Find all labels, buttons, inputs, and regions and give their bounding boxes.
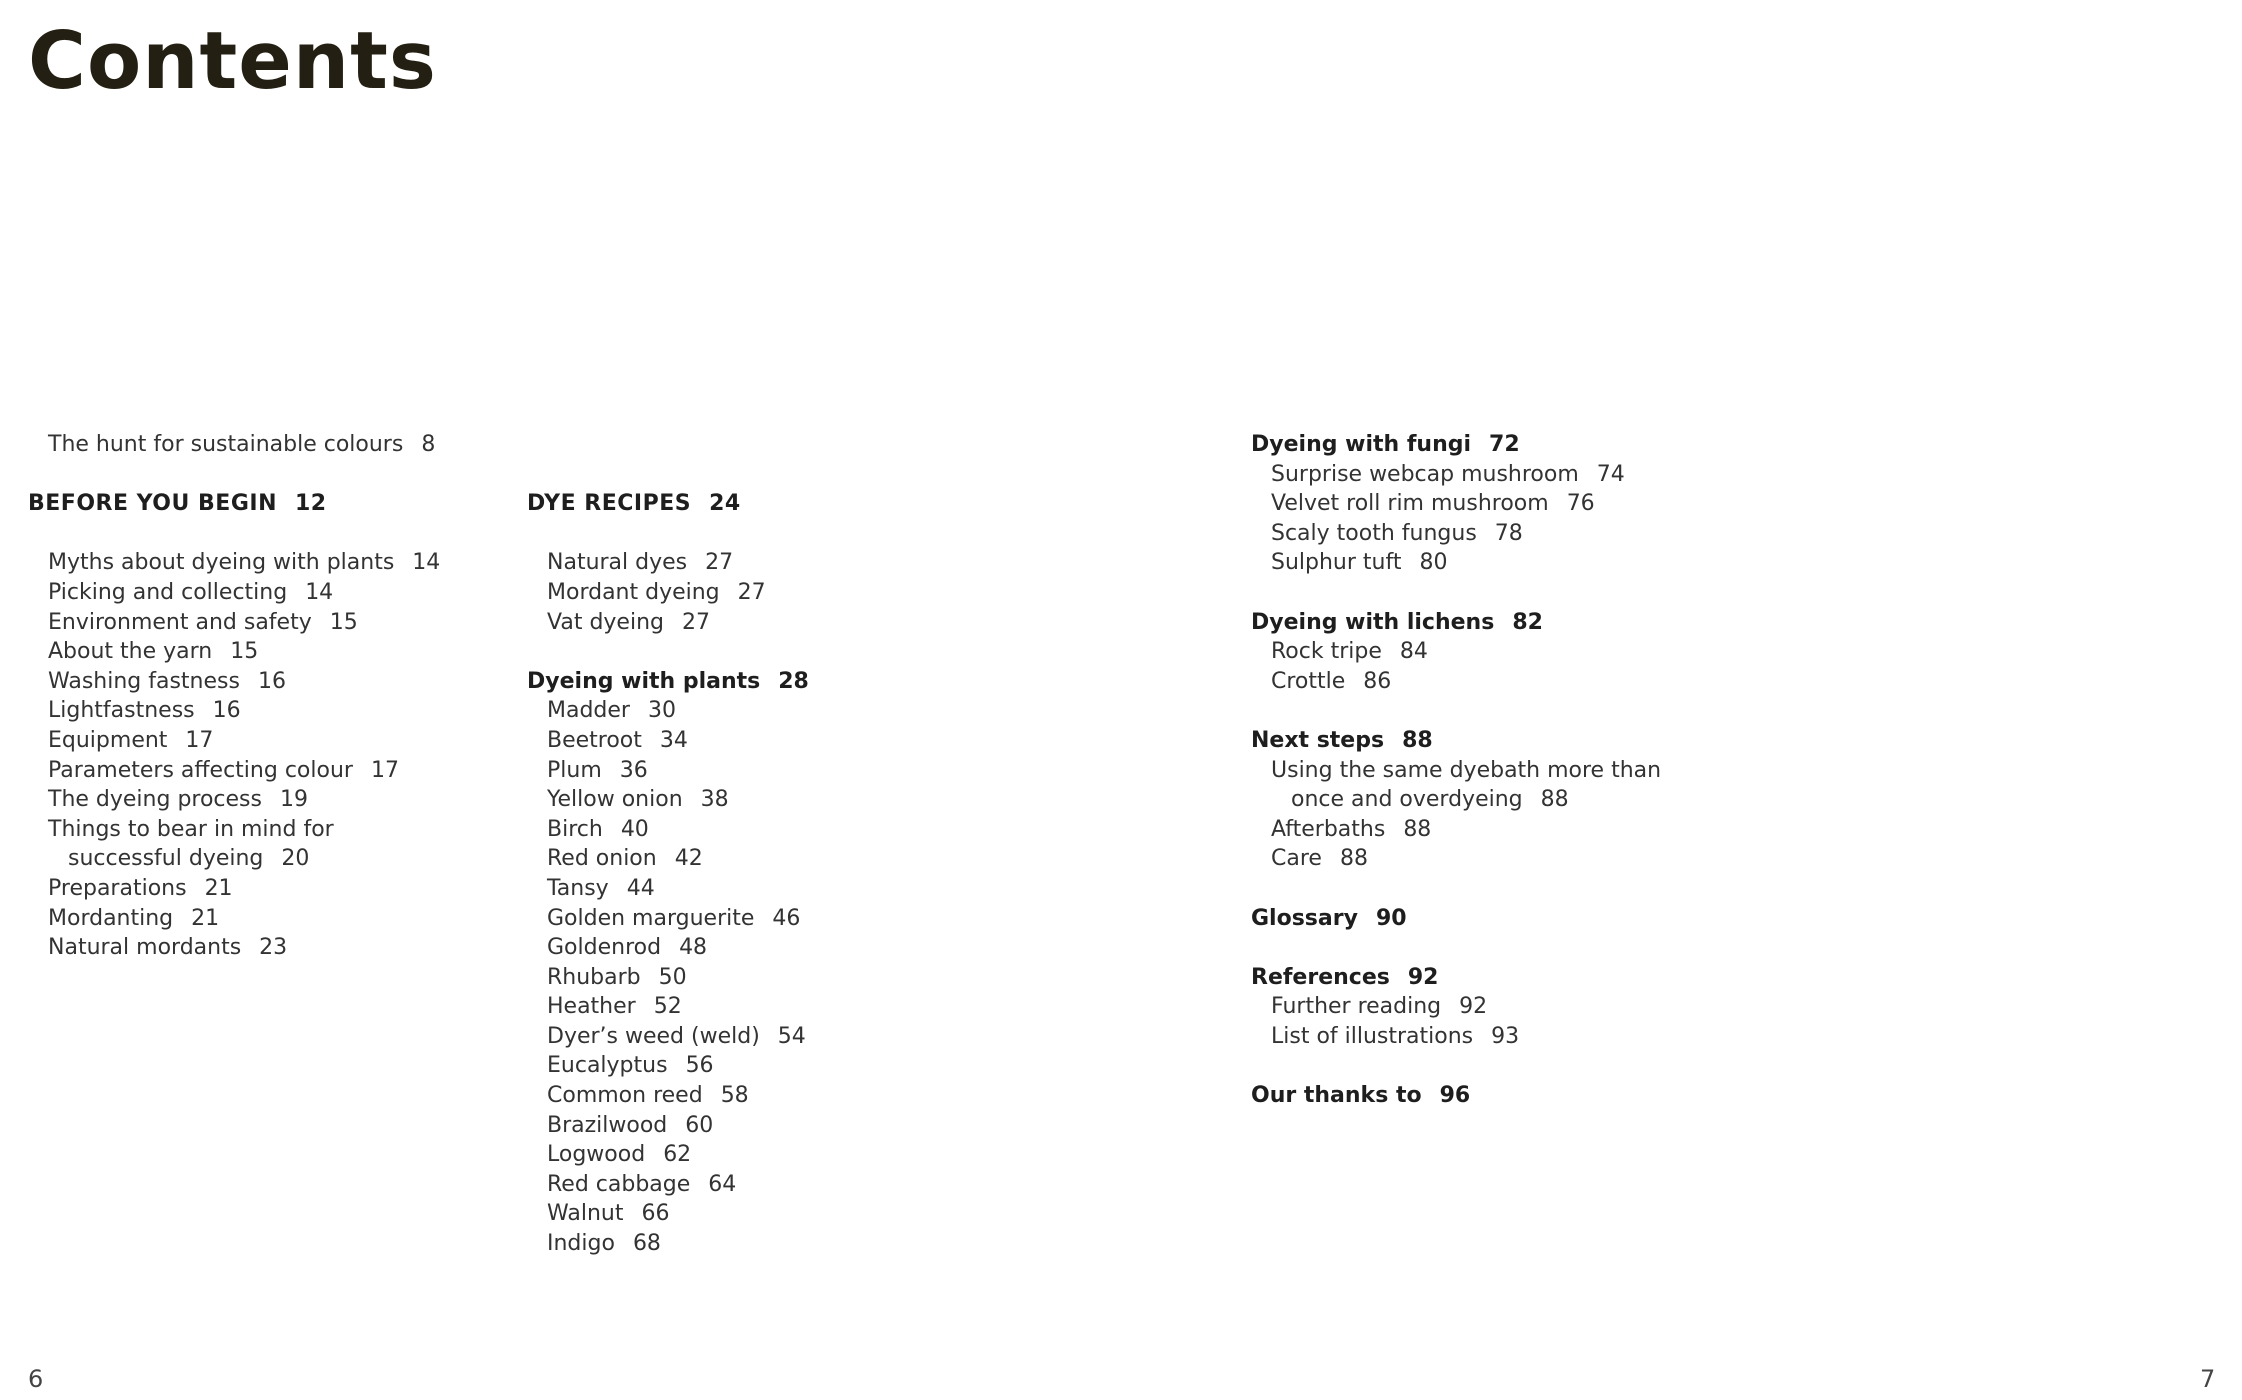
toc-entry-title: Common reed: [547, 1083, 703, 1109]
toc-entry-title: Plum: [547, 757, 602, 783]
page-number-left: 6: [28, 1365, 44, 1393]
spacer: [527, 519, 809, 549]
toc-entry[interactable]: [28, 726, 440, 756]
toc-entry-title: Yellow onion: [547, 787, 683, 813]
toc-page-number: 76: [1566, 491, 1595, 517]
toc-entry[interactable]: [527, 1051, 809, 1081]
toc-entry-title: Things to bear in mind for: [48, 816, 334, 842]
spacer: [527, 430, 809, 460]
toc-entry-title: Logwood: [547, 1142, 646, 1168]
toc-entry-title: Rhubarb: [547, 964, 641, 990]
spacer: [1251, 696, 1661, 726]
toc-entry-title: Surprise webcap mushroom: [1271, 461, 1579, 487]
toc-page-number: 62: [663, 1142, 692, 1168]
toc-page-number: 84: [1399, 639, 1428, 665]
spacer: [1251, 933, 1661, 963]
toc-page-number: 78: [1494, 520, 1523, 546]
toc-entry[interactable]: [28, 637, 440, 667]
toc-entry[interactable]: [527, 904, 809, 934]
toc-entry[interactable]: [28, 904, 440, 934]
toc-page-number: 16: [212, 698, 241, 724]
toc-section-heading[interactable]: [1251, 726, 1661, 756]
toc-entry-title: Beetroot: [547, 727, 642, 753]
page-title: Contents: [28, 15, 437, 107]
toc-entry-title: Afterbaths: [1271, 816, 1386, 842]
toc-entry[interactable]: [527, 1229, 809, 1259]
toc-page-number: 27: [681, 609, 710, 635]
spacer: [1251, 1051, 1661, 1081]
toc-page-number: 36: [619, 757, 648, 783]
toc-page-number: 50: [658, 964, 687, 990]
toc-page-number: 15: [230, 639, 259, 665]
toc-entry[interactable]: [28, 756, 440, 786]
toc-entry[interactable]: [527, 726, 809, 756]
spacer: [28, 519, 440, 549]
toc-entry-title: Mordant dyeing: [547, 579, 720, 605]
spacer: [527, 637, 809, 667]
toc-page-number: 64: [708, 1171, 737, 1197]
toc-section-heading[interactable]: [527, 489, 809, 519]
toc-page-number: 24: [709, 491, 741, 517]
toc-entry[interactable]: [1251, 1022, 1661, 1052]
toc-page-number: 60: [685, 1112, 714, 1138]
toc-page-number: 8: [421, 432, 436, 457]
toc-entry-title: Care: [1271, 846, 1322, 872]
toc-entry-title: Picking and collecting: [48, 579, 288, 605]
toc-entry-title: Scaly tooth fungus: [1271, 520, 1477, 546]
toc-entry[interactable]: [28, 785, 440, 815]
toc-entry[interactable]: [28, 578, 440, 608]
toc-page-number: 72: [1489, 432, 1520, 457]
toc-entry[interactable]: [28, 844, 440, 874]
toc-page-number: 54: [777, 1023, 806, 1049]
toc-entry[interactable]: [28, 548, 440, 578]
toc-page-number: 16: [257, 668, 286, 694]
spacer: [527, 460, 809, 490]
toc-section-heading[interactable]: [1251, 904, 1661, 934]
toc-page-number: 82: [1512, 609, 1543, 635]
toc-entry[interactable]: [1251, 815, 1661, 845]
toc-page-number: 23: [259, 935, 288, 961]
page-number-right: 7: [2200, 1365, 2216, 1393]
toc-entry[interactable]: [527, 1170, 809, 1200]
toc-entry-title: Natural mordants: [48, 935, 242, 961]
toc-entry[interactable]: [527, 933, 809, 963]
toc-entry[interactable]: [527, 874, 809, 904]
toc-section-heading[interactable]: [1251, 608, 1661, 638]
toc-entry[interactable]: [28, 430, 440, 460]
toc-entry[interactable]: [527, 815, 809, 845]
toc-page-number: 42: [674, 846, 703, 872]
toc-entry-title: Sulphur tuft: [1271, 550, 1402, 576]
toc-page-number: 48: [679, 935, 708, 961]
toc-entry-title: Natural dyes: [547, 550, 688, 576]
toc-entry-title: Eucalyptus: [547, 1053, 668, 1079]
toc-entry[interactable]: [527, 1022, 809, 1052]
toc-entry[interactable]: [1251, 519, 1661, 549]
toc-entry-title: Mordanting: [48, 905, 174, 931]
toc-entry-title: About the yarn: [48, 639, 213, 665]
toc-page-number: 27: [705, 550, 734, 576]
toc-entry[interactable]: [28, 874, 440, 904]
toc-entry-title: Red onion: [547, 846, 657, 872]
toc-entry[interactable]: [527, 578, 809, 608]
toc-entry-title: Tansy: [547, 875, 609, 901]
toc-page-number: 52: [653, 994, 682, 1020]
toc-entry-title: Using the same dyebath more than: [1271, 757, 1662, 783]
toc-section-heading[interactable]: [1251, 1081, 1661, 1111]
toc-entry-title: Dyeing with plants: [527, 668, 761, 694]
toc-entry-title: Our thanks to: [1251, 1083, 1422, 1109]
toc-entry-title: References: [1251, 964, 1390, 990]
toc-entry-title: Rock tripe: [1271, 639, 1382, 665]
toc-entry[interactable]: [527, 1199, 809, 1229]
toc-page-number: 44: [626, 875, 655, 901]
toc-page-number: 46: [772, 905, 801, 931]
toc-entry-title: List of illustrations: [1271, 1023, 1474, 1049]
toc-page-number: 66: [641, 1201, 670, 1227]
toc-entry-title: Parameters affecting colour: [48, 757, 353, 783]
toc-page-number: 28: [778, 668, 809, 694]
toc-entry-title: Madder: [547, 698, 630, 724]
toc-entry[interactable]: [1251, 460, 1661, 490]
toc-page-number: 92: [1459, 994, 1488, 1020]
toc-page-number: 12: [294, 491, 327, 517]
toc-entry[interactable]: [1251, 785, 1661, 815]
toc-entry[interactable]: [1251, 844, 1661, 874]
toc-entry-title: Indigo: [547, 1231, 615, 1257]
toc-page-number: 14: [305, 579, 334, 605]
toc-entry-title: successful dyeing: [68, 846, 264, 872]
toc-page-number: 17: [370, 757, 399, 783]
toc-page-number: 74: [1596, 461, 1625, 487]
toc-entry-title: Birch: [547, 816, 603, 842]
toc-entry[interactable]: [28, 815, 440, 845]
toc-page-number: 15: [329, 609, 358, 635]
toc-column-3: [1251, 430, 1661, 1111]
toc-entry-title: Velvet roll rim mushroom: [1271, 491, 1549, 517]
toc-entry[interactable]: [527, 756, 809, 786]
spacer: [28, 460, 440, 490]
toc-entry[interactable]: [1251, 637, 1661, 667]
toc-section-heading[interactable]: [1251, 963, 1661, 993]
toc-page-number: 68: [632, 1231, 661, 1257]
toc-entry[interactable]: [1251, 667, 1661, 697]
toc-entry[interactable]: [527, 1081, 809, 1111]
toc-entry-title: Heather: [547, 994, 636, 1020]
toc-entry-title: Equipment: [48, 727, 168, 753]
toc-page-number: 92: [1407, 964, 1439, 990]
toc-page-number: 58: [720, 1083, 749, 1109]
spacer: [1251, 578, 1661, 608]
toc-entry[interactable]: [28, 933, 440, 963]
spacer: [1251, 874, 1661, 904]
toc-entry-title: once and overdyeing: [1291, 787, 1523, 813]
toc-entry-title: Dyeing with lichens: [1251, 609, 1495, 635]
toc-page-number: 30: [647, 698, 676, 724]
toc-page-number: 17: [185, 727, 214, 753]
toc-entry[interactable]: [28, 608, 440, 638]
toc-entry-title: BEFORE YOU BEGIN: [28, 491, 277, 517]
toc-entry[interactable]: [527, 992, 809, 1022]
toc-entry-title: DYE RECIPES: [527, 491, 692, 517]
toc-entry[interactable]: [1251, 756, 1661, 786]
toc-entry[interactable]: [28, 696, 440, 726]
toc-entry[interactable]: [527, 696, 809, 726]
toc-page-number: 20: [281, 846, 310, 872]
toc-entry-title: Preparations: [48, 875, 187, 901]
toc-entry-title: Goldenrod: [547, 935, 662, 961]
toc-page-number: 34: [659, 727, 688, 753]
toc-column-2: [527, 430, 809, 1259]
toc-column-1: [28, 430, 440, 963]
toc-page-number: 19: [279, 787, 308, 813]
toc-page-number: 14: [412, 550, 441, 576]
toc-page-number: 40: [620, 816, 649, 842]
toc-entry[interactable]: [527, 1140, 809, 1170]
toc-page-number: 93: [1491, 1023, 1520, 1049]
toc-page-number: 80: [1419, 550, 1448, 576]
toc-page-number: 21: [191, 905, 220, 931]
toc-entry-title: Environment and safety: [48, 609, 312, 635]
toc-section-heading[interactable]: [527, 667, 809, 697]
toc-entry[interactable]: [527, 608, 809, 638]
toc-entry-title: Further reading: [1271, 994, 1442, 1020]
toc-entry-title: Red cabbage: [547, 1171, 691, 1197]
toc-page-number: 21: [204, 875, 233, 901]
toc-page-number: 56: [685, 1053, 714, 1079]
toc-entry[interactable]: [527, 1111, 809, 1141]
toc-page-number: 88: [1540, 787, 1569, 813]
toc-entry[interactable]: [527, 548, 809, 578]
toc-entry[interactable]: [527, 844, 809, 874]
toc-entry[interactable]: [527, 963, 809, 993]
toc-entry[interactable]: [1251, 548, 1661, 578]
toc-section-heading[interactable]: [1251, 430, 1661, 460]
toc-entry[interactable]: [527, 785, 809, 815]
toc-entry-title: Myths about dyeing with plants: [48, 550, 395, 576]
toc-entry-title: Dyer’s weed (weld): [547, 1023, 760, 1049]
toc-page-number: 88: [1339, 846, 1368, 872]
toc-section-heading[interactable]: [28, 489, 440, 519]
toc-entry-title: Brazilwood: [547, 1112, 668, 1138]
toc-entry-title: The dyeing process: [48, 787, 262, 813]
toc-entry-title: Next steps: [1251, 727, 1385, 753]
toc-page-number: 88: [1403, 816, 1432, 842]
toc-page-number: 27: [737, 579, 766, 605]
toc-entry-title: The hunt for sustainable colours: [48, 432, 404, 457]
toc-entry-title: Dyeing with fungi: [1251, 432, 1472, 457]
toc-entry-title: Crottle: [1271, 668, 1346, 694]
toc-page-number: 88: [1402, 727, 1433, 753]
toc-entry[interactable]: [1251, 992, 1661, 1022]
toc-entry-title: Lightfastness: [48, 698, 195, 724]
toc-page-number: 90: [1375, 905, 1407, 931]
toc-entry[interactable]: [28, 667, 440, 697]
toc-entry-title: Glossary: [1251, 905, 1358, 931]
toc-entry-title: Vat dyeing: [547, 609, 664, 635]
toc-page-number: 96: [1439, 1083, 1471, 1109]
toc-entry[interactable]: [1251, 489, 1661, 519]
toc-entry-title: Washing fastness: [48, 668, 240, 694]
toc-page-number: 86: [1363, 668, 1392, 694]
toc-page-number: 38: [700, 787, 729, 813]
toc-entry-title: Golden marguerite: [547, 905, 755, 931]
toc-entry-title: Walnut: [547, 1201, 624, 1227]
